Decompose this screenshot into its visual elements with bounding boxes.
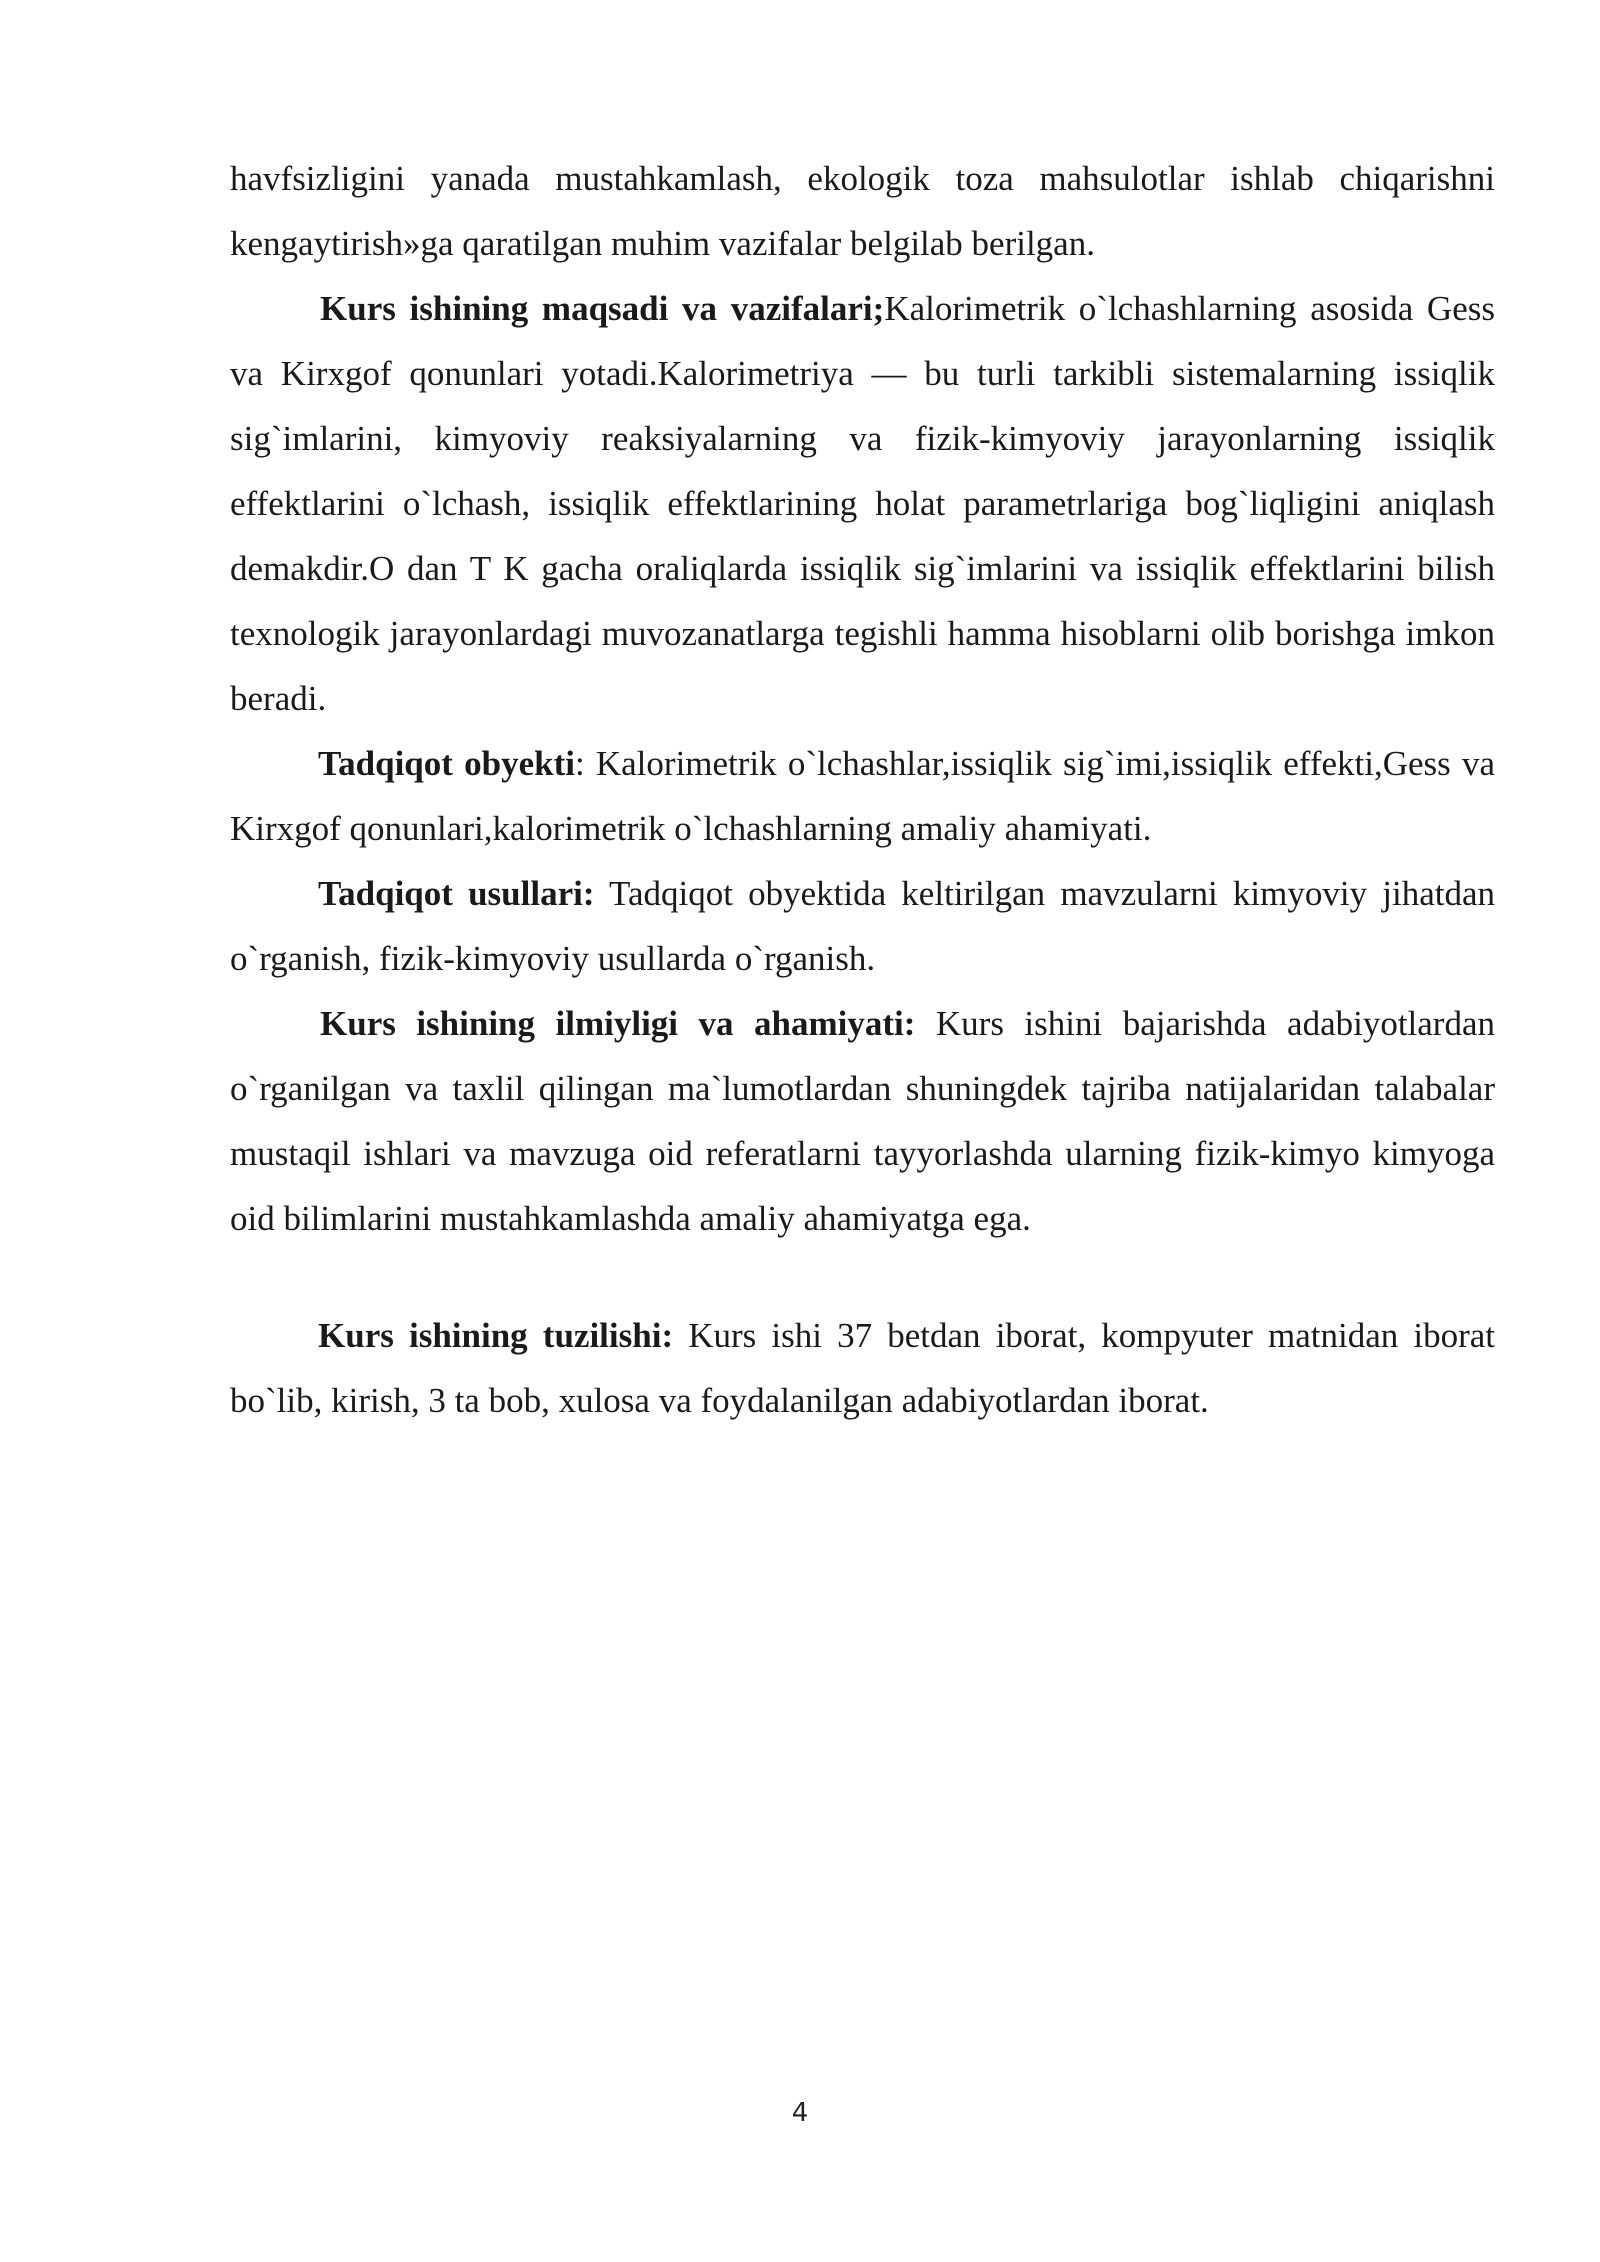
paragraph-methods [230, 861, 1495, 991]
methods-heading: Tadqiqot usullari: [318, 874, 595, 913]
intro-continuation-text: havfsizligini yanada mustahkamlash, ekologik toza mahsulotlar ishlab chiqarishni kengaytirish»ga qaratilgan muhim vazifalar belgilab berilgan. [230, 159, 1495, 263]
page-number: 4 [791, 2098, 809, 2128]
significance-text: Kurs ishini bajarishda adabiyotlardan o`rganilgan va taxlil qilingan ma`lumotlardan shuningdek tajriba natijalaridan talabalar mustaqil ishlari va mavzuga oid referatlarni tayyorlashda ularning fizik-kimyo kimyoga oid bilimlarini mustahkamlashda amaliy ahamiyatga ega. [230, 1004, 1495, 1238]
significance-heading: Kurs ishining ilmiyligi va ahamiyati: [320, 1004, 916, 1043]
object-heading: Tadqiqot obyekti [318, 744, 575, 783]
structure-text: Kurs ishi 37 betdan iborat, kompyuter matnidan iborat bo`lib, kirish, 3 ta bob, xulosa va foydalanilgan adabiyotlardan iborat. [230, 1316, 1496, 1420]
goals-text: Kalorimetrik o`lchashlarning asosida Gess va Kirxgof qonunlari yotadi.Kalorimetriya — bu turli tarkibli sistemalarning issiqlik sig`imlarini, kimyoviy reaksiyalarning va fizik-kimyoviy jarayonlarning issiqlik effektlarini o`lchash, issiqlik effektlarining holat parametrlariga bog`liqligini aniqlash demakdir.O dan T K gacha oraliqlarda issiqlik sig`imlarini va issiqlik effektlarini bilish texnologik jarayonlardagi muvozanatlarga tegishli hamma hisoblarni olib borishga imkon beradi. [230, 289, 1495, 718]
object-text: : Kalorimetrik o`lchashlar,issiqlik sig`imi,issiqlik effekti,Gess va Kirxgof qonunlari,kalorimetrik o`lchashlarning amaliy ahamiyati. [230, 744, 1495, 848]
goals-heading: Kurs ishining maqsadi va vazifalari; [320, 289, 885, 328]
paragraph-object [230, 731, 1495, 861]
paragraph-intro-continuation [230, 146, 1495, 276]
paragraph-significance [230, 991, 1495, 1251]
page-body [230, 146, 1495, 1433]
structure-heading: Kurs ishining tuzilishi: [318, 1316, 674, 1355]
methods-text: Tadqiqot obyektida keltirilgan mavzularni kimyoviy jihatdan o`rganish, fizik-kimyoviy usullarda o`rganish. [230, 874, 1495, 978]
paragraph-structure [230, 1303, 1495, 1433]
paragraph-goals [230, 276, 1495, 731]
